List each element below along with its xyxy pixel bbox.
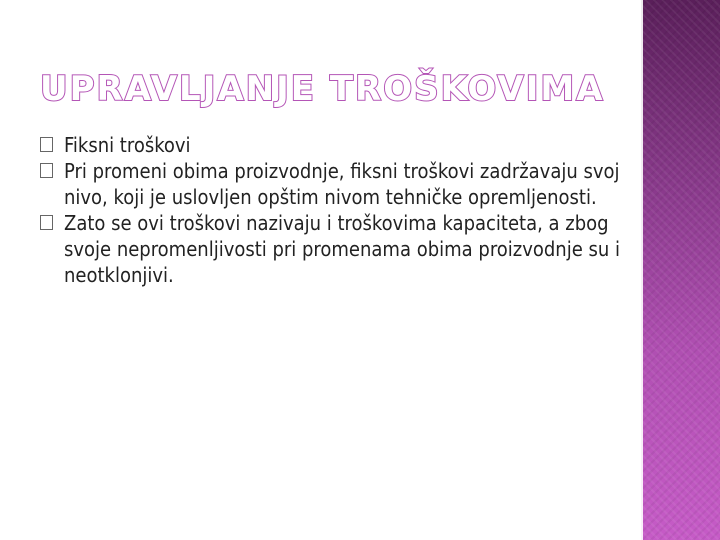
bullet-list [40, 132, 620, 288]
side-panel-divider [641, 0, 643, 540]
bullet-text: Pri promeni obima proizvodnje, fiksni troškovi zadržavaju svoj nivo, koji je uslovljen opštim nivom tehničke opremljenosti. [64, 159, 620, 209]
decorative-side-panel [641, 0, 720, 540]
bullet-text: Fiksni troškovi [64, 133, 191, 157]
bullet-item [40, 210, 620, 288]
bullet-item [40, 158, 620, 210]
slide-title: UPRAVLJANJE TROŠKOVIMA [40, 69, 605, 109]
bullet-marker-icon [40, 137, 53, 152]
bullet-marker-icon [40, 215, 53, 230]
bullet-text: Zato se ovi troškovi nazivaju i troškovima kapaciteta, a zbog svoje nepromenljivosti pri promenama obima proizvodnje su i neotklonjivi. [64, 211, 620, 287]
bullet-marker-icon [40, 163, 53, 178]
bullet-item [40, 132, 620, 158]
